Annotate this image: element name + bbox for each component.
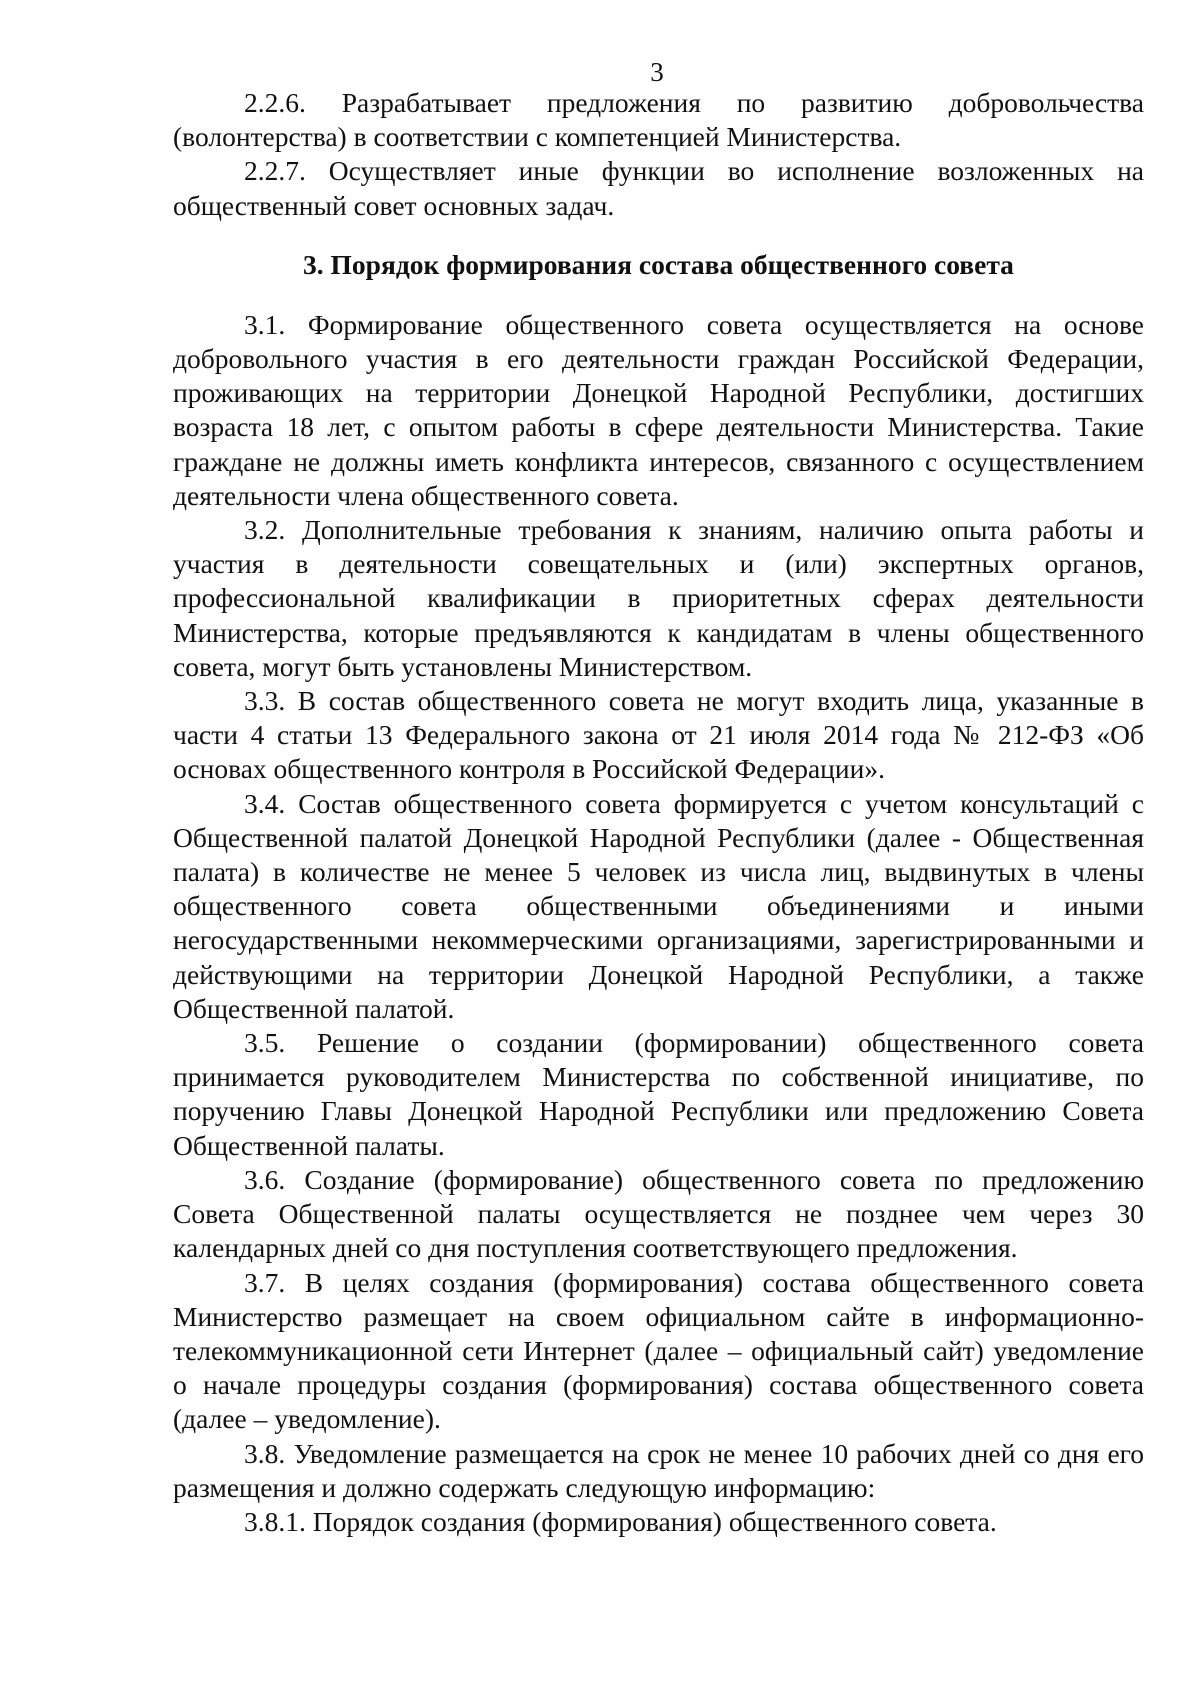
document-body [173, 86, 1144, 1539]
paragraph-3-1: 3.1. Формирование общественного совета осуществляется на основе добровольного участия в его деятельности граждан Российской Федерации, проживающих на территории Донецкой Народной Республики, достигших возраста 18 лет, с опытом работы в сфере деятельности Министерства. Такие граждане не должны иметь конфликта интересов, связанного с осуществлением деятельности члена общественного совета. [173, 308, 1144, 511]
paragraph-3-7: 3.7. В целях создания (формирования) состава общественного совета Министерство размещает на своем официальном сайте в информационно-телекоммуникационной сети Интернет (далее – официальный сайт) уведомление о начале процедуры создания (формирования) состава общественного совета (далее – уведомление). [173, 1266, 1144, 1435]
paragraph-3-2: 3.2. Дополнительные требования к знаниям, наличию опыта работы и участия в деятельности совещательных и (или) экспертных органов, профессиональной квалификации в приоритетных сферах деятельности Министерства, которые предъявляются к кандидатам в члены общественного совета, могут быть установлены Министерством. [173, 514, 1144, 682]
section-heading: 3. Порядок формирования состава общественного совета [303, 248, 1014, 280]
paragraph-3-4: 3.4. Состав общественного совета формируется с учетом консультаций с Общественной палатой Донецкой Народной Республики (далее - Общественная палата) в количестве не менее 5 человек из числа лиц, выдвинутых в члены общественного совета общественными объединениями и иными негосударственными некоммерческими организациями, зарегистрированными и действующими на территории Донецкой Народной Республики, а также Общественной палатой. [173, 787, 1144, 1024]
paragraph-3-5: 3.5. Решение о создании (формировании) общественного совета принимается руководителем Министерства по собственной инициативе, по поручению Главы Донецкой Народной Республики или предложению Совета Общественной палаты. [173, 1027, 1144, 1161]
paragraph-3-8-1: 3.8.1. Порядок создания (формирования) общественного совета. [244, 1505, 997, 1537]
page-number: 3 [650, 57, 664, 87]
paragraph-3-3: 3.3. В состав общественного совета не могут входить лица, указанные в части 4 статьи 13 Федерального закона от 21 июля 2014 года № 212-ФЗ «Об основах общественного контроля в Российской Федерации». [173, 685, 1144, 785]
paragraph-3-6: 3.6. Создание (формирование) общественного совета по предложению Совета Общественной палаты осуществляется не позднее чем через 30 календарных дней со дня поступления соответствующего предложения. [173, 1163, 1144, 1264]
paragraph-3-8: 3.8. Уведомление размещается на срок не менее 10 рабочих дней со дня его размещения и должно содержать следующую информацию: [173, 1437, 1144, 1503]
paragraph-2-2-6: 2.2.6. Разрабатывает предложения по развитию добровольчества (волонтерства) в соответствии с компетенцией Министерства. [173, 87, 1144, 153]
paragraph-2-2-7: 2.2.7. Осуществляет иные функции во исполнение возложенных на общественный совет основных задач. [173, 155, 1144, 221]
